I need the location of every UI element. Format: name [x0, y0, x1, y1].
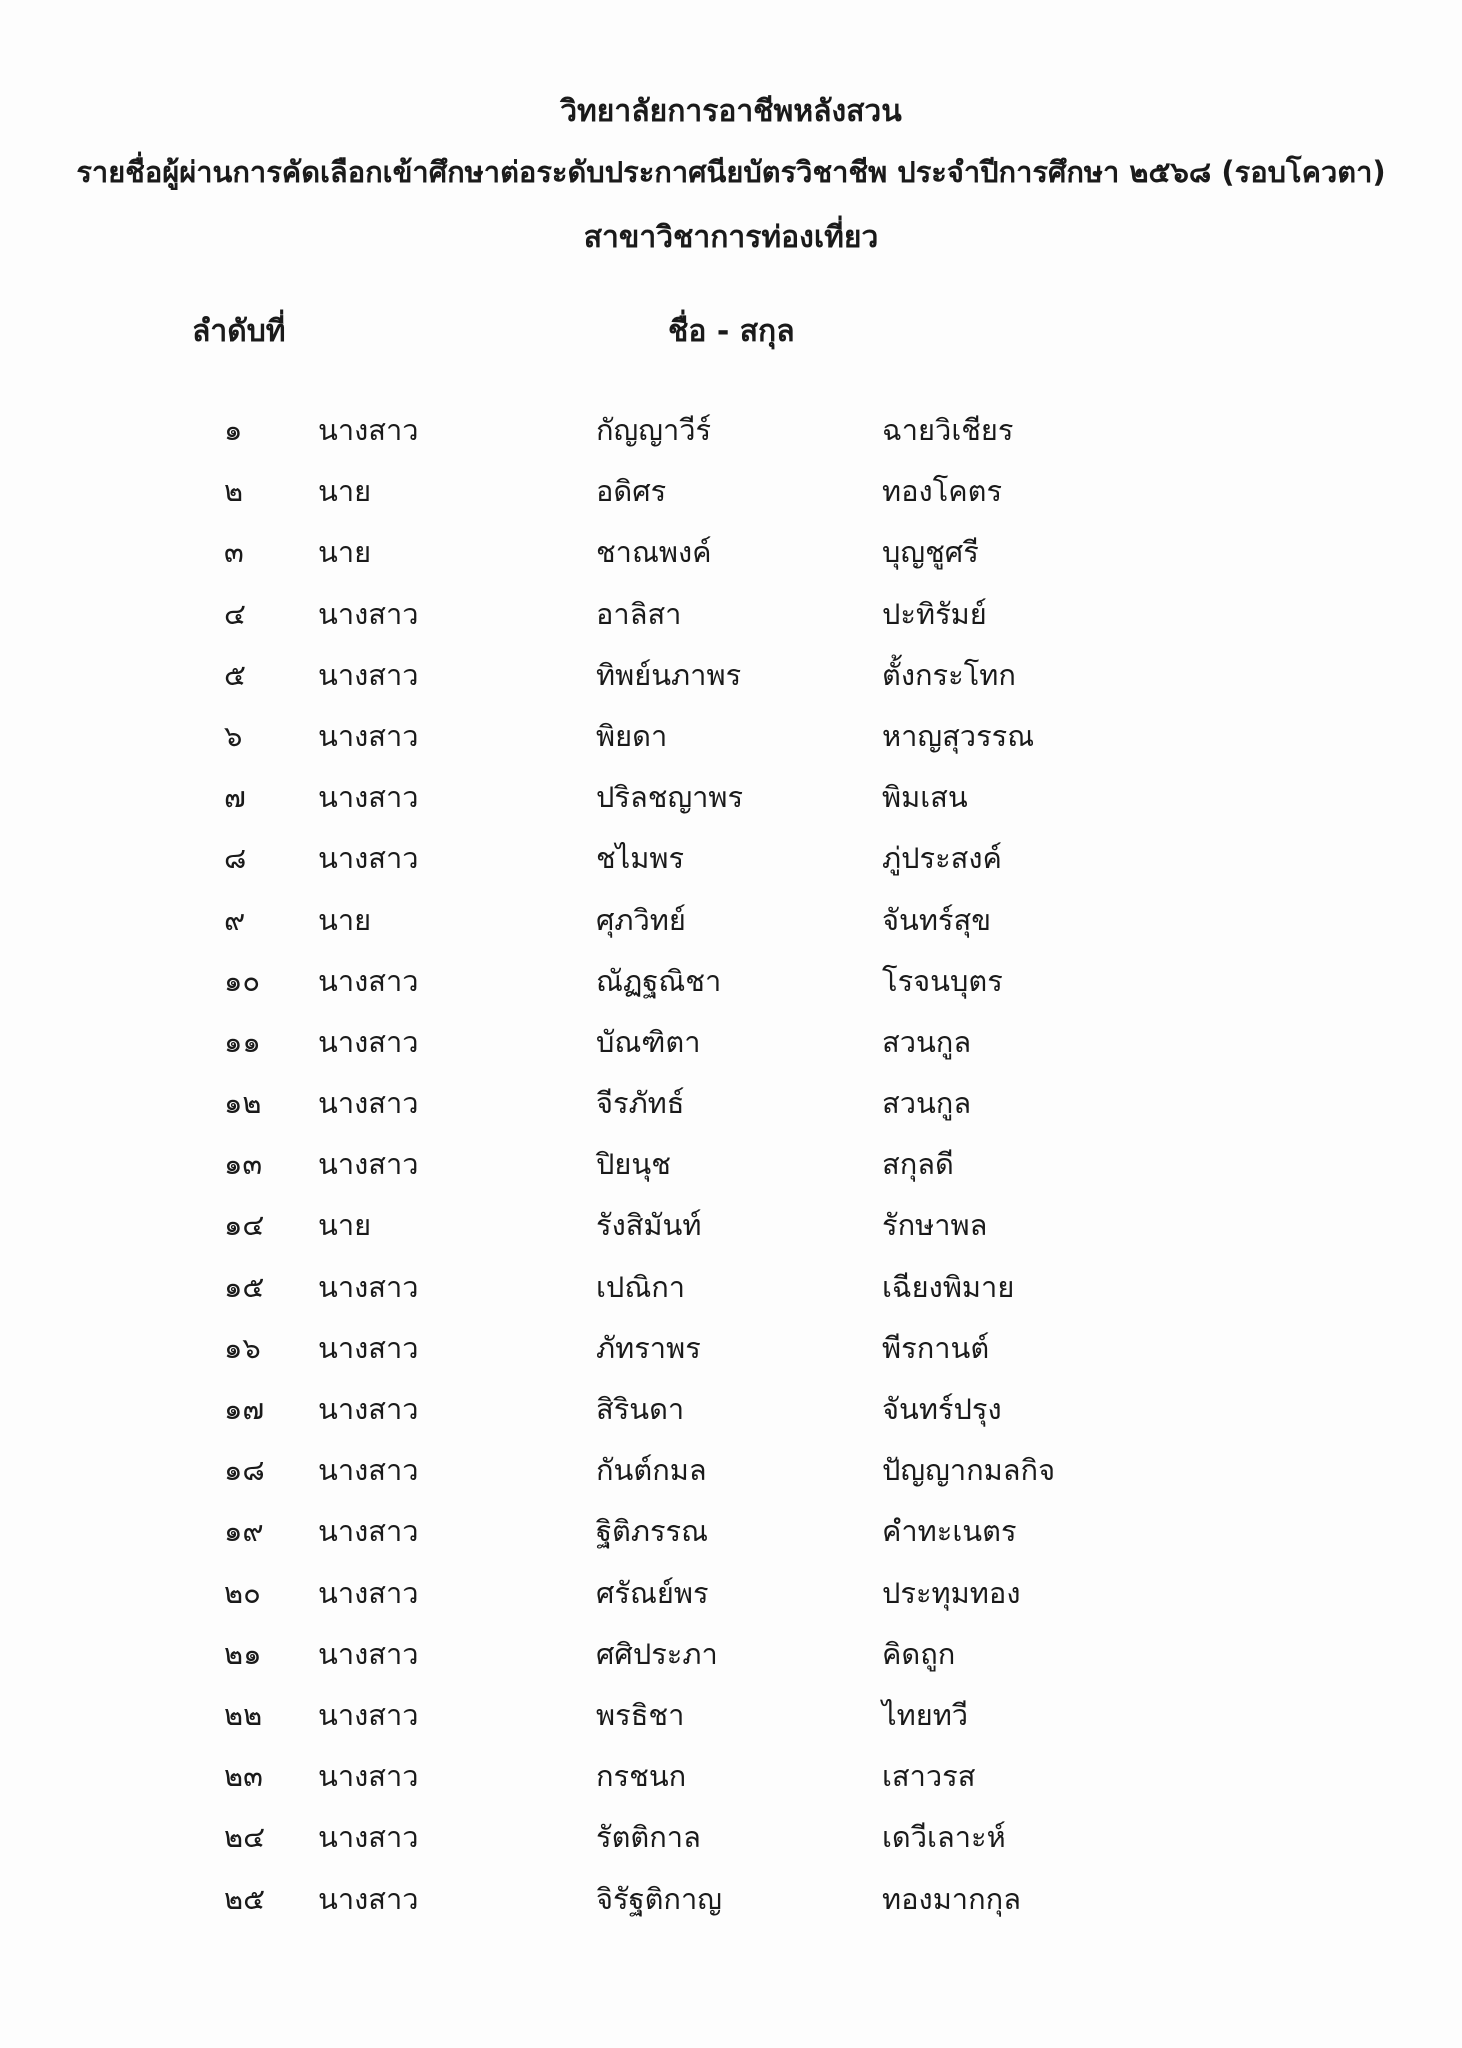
- row-number: ๗: [224, 780, 246, 815]
- row-first-name: อาลิสา: [596, 596, 682, 631]
- row-first-name: ปิยนุช: [596, 1147, 671, 1182]
- row-number: ๘: [224, 841, 247, 876]
- row-name-title: นางสาว: [318, 963, 419, 998]
- table-row: [0, 836, 1462, 897]
- row-last-name: เดวีเลาะห์: [882, 1820, 1006, 1855]
- row-number: ๒๑: [224, 1636, 262, 1671]
- row-number: ๑: [224, 413, 243, 447]
- table-row: [0, 1877, 1462, 1938]
- table-row: [0, 1815, 1462, 1876]
- row-last-name: ภู่ประสงค์: [882, 841, 1002, 876]
- row-first-name: รัตติกาล: [596, 1820, 701, 1855]
- table-row: [0, 959, 1462, 1020]
- row-last-name: คำทะเนตร: [882, 1514, 1017, 1549]
- row-first-name: ภัทราพร: [596, 1330, 701, 1365]
- row-name-title: นางสาว: [318, 1392, 419, 1426]
- row-name-title: นางสาว: [318, 657, 419, 692]
- row-first-name: ศรัณย์พร: [596, 1575, 709, 1610]
- institution-title: วิทยาลัยการอาชีพหลังสวน: [560, 94, 902, 129]
- row-number: ๑๒: [224, 1086, 262, 1121]
- row-last-name: ฉายวิเชียร: [882, 413, 1014, 447]
- row-name-title: นางสาว: [318, 1330, 419, 1365]
- row-number: ๑๔: [224, 1208, 265, 1243]
- row-number: ๖: [224, 718, 243, 753]
- row-name-title: นาย: [318, 902, 372, 937]
- row-first-name: ณัฏฐณิชา: [596, 963, 722, 998]
- row-last-name: หาญสุวรรณ: [882, 718, 1035, 753]
- row-first-name: ปริลชญาพร: [596, 780, 744, 815]
- row-last-name: สวนกูล: [882, 1024, 972, 1059]
- row-last-name: เสาวรส: [882, 1759, 976, 1794]
- row-number: ๑๓: [224, 1147, 263, 1182]
- row-name-title: นาย: [318, 474, 372, 509]
- table-row: [0, 775, 1462, 836]
- table-row: [0, 898, 1462, 959]
- row-name-title: นางสาว: [318, 1269, 419, 1304]
- table-row: [0, 1326, 1462, 1387]
- table-row: [0, 1081, 1462, 1142]
- row-number: ๔: [224, 596, 246, 631]
- row-last-name: ปะทิรัมย์: [882, 596, 987, 631]
- table-row: [0, 1754, 1462, 1815]
- row-first-name: ชไมพร: [596, 841, 685, 876]
- row-first-name: กัญญาวีร์: [596, 413, 712, 447]
- row-name-title: นางสาว: [318, 1636, 419, 1671]
- row-first-name: ศุภวิทย์: [596, 902, 686, 937]
- row-name-title: นางสาว: [318, 1024, 419, 1059]
- row-name-title: นางสาว: [318, 413, 419, 447]
- row-number: ๑๖: [224, 1330, 261, 1365]
- row-number: ๒๕: [224, 1881, 266, 1916]
- table-row: [0, 1448, 1462, 1509]
- row-first-name: จีรภัทธ์: [596, 1086, 685, 1121]
- table-row: [0, 1571, 1462, 1632]
- table-row: [0, 530, 1462, 591]
- row-last-name: เฉียงพิมาย: [882, 1269, 1015, 1304]
- row-name-title: นางสาว: [318, 780, 419, 815]
- table-row: [0, 1203, 1462, 1264]
- row-first-name: พรธิชา: [596, 1697, 685, 1732]
- row-number: ๑๕: [224, 1269, 265, 1304]
- column-header-number: ลำดับที่: [192, 314, 286, 349]
- row-name-title: นางสาว: [318, 1759, 419, 1794]
- row-number: ๒: [224, 474, 244, 509]
- row-last-name: จันทร์สุข: [882, 902, 992, 937]
- row-first-name: กรชนก: [596, 1759, 687, 1794]
- table-row: [0, 1142, 1462, 1203]
- row-last-name: ปัญญากมลกิจ: [882, 1453, 1056, 1488]
- row-last-name: สวนกูล: [882, 1086, 972, 1121]
- row-last-name: รักษาพล: [882, 1208, 988, 1243]
- row-last-name: คิดถูก: [882, 1636, 956, 1671]
- row-name-title: นางสาว: [318, 1514, 419, 1549]
- table-row: [0, 1509, 1462, 1570]
- row-number: ๑๗: [224, 1392, 265, 1426]
- row-number: ๑๙: [224, 1514, 264, 1549]
- row-first-name: เปณิกา: [596, 1269, 686, 1304]
- row-last-name: สกุลดี: [882, 1147, 954, 1182]
- name-list: [0, 408, 1462, 1938]
- row-first-name: กันต์กมล: [596, 1453, 707, 1488]
- row-name-title: นาย: [318, 535, 372, 570]
- department-title: สาขาวิชาการท่องเที่ยว: [583, 220, 879, 255]
- row-last-name: จันทร์ปรุง: [882, 1392, 1002, 1426]
- table-row: [0, 1265, 1462, 1326]
- row-number: ๒๓: [224, 1759, 263, 1794]
- row-first-name: อดิศร: [596, 474, 667, 509]
- row-name-title: นางสาว: [318, 1697, 419, 1732]
- row-number: ๑๐: [224, 963, 261, 998]
- row-first-name: จิรัฐติกาญ: [596, 1881, 722, 1916]
- row-last-name: ตั้งกระโทก: [882, 657, 1016, 692]
- table-row: [0, 1632, 1462, 1693]
- row-number: ๒๔: [224, 1820, 266, 1855]
- row-number: ๒๒: [224, 1697, 263, 1732]
- row-last-name: ทองมากกุล: [882, 1881, 1021, 1916]
- table-row: [0, 1693, 1462, 1754]
- row-last-name: พิมเสน: [882, 780, 968, 815]
- row-first-name: รังสิมันท์: [596, 1208, 702, 1243]
- row-name-title: นาย: [318, 1208, 372, 1243]
- row-last-name: โรจนบุตร: [882, 963, 1003, 998]
- row-last-name: พีรกานต์: [882, 1330, 990, 1365]
- table-row: [0, 469, 1462, 530]
- row-number: ๒๐: [224, 1575, 261, 1610]
- row-number: ๑๘: [224, 1453, 265, 1488]
- table-row: [0, 653, 1462, 714]
- row-number: ๓: [224, 535, 244, 570]
- table-row: [0, 1387, 1462, 1448]
- row-number: ๙: [224, 902, 246, 937]
- table-row: [0, 1020, 1462, 1081]
- row-name-title: นางสาว: [318, 1453, 419, 1488]
- column-header-name: ชื่อ - สกุล: [668, 314, 795, 349]
- row-name-title: นางสาว: [318, 1820, 419, 1855]
- row-name-title: นางสาว: [318, 718, 419, 753]
- row-name-title: นางสาว: [318, 1575, 419, 1610]
- row-last-name: ประทุมทอง: [882, 1575, 1021, 1610]
- row-name-title: นางสาว: [318, 1147, 419, 1182]
- row-name-title: นางสาว: [318, 1086, 419, 1121]
- row-first-name: ทิพย์นภาพร: [596, 657, 742, 692]
- row-last-name: ทองโคตร: [882, 474, 1003, 509]
- row-number: ๕: [224, 657, 246, 692]
- row-first-name: สิรินดา: [596, 1392, 685, 1426]
- table-row: [0, 592, 1462, 653]
- document-subtitle: รายชื่อผู้ผ่านการคัดเลือกเข้าศึกษาต่อระดับประกาศนียบัตรวิชาชีพ ประจำปีการศึกษา ๒๕๖๘ (รอบโควตา): [76, 155, 1386, 189]
- row-name-title: นางสาว: [318, 596, 419, 631]
- row-first-name: ชาณพงค์: [596, 535, 712, 570]
- row-last-name: ไทยทวี: [882, 1697, 969, 1732]
- table-row: [0, 408, 1462, 469]
- row-name-title: นางสาว: [318, 841, 419, 876]
- row-name-title: นางสาว: [318, 1881, 419, 1916]
- table-row: [0, 714, 1462, 775]
- row-number: ๑๑: [224, 1024, 261, 1059]
- row-first-name: ศศิประภา: [596, 1636, 718, 1671]
- row-last-name: บุญชูศรี: [882, 535, 979, 570]
- row-first-name: ฐิติภรรณ: [596, 1514, 709, 1549]
- row-first-name: บัณฑิตา: [596, 1024, 701, 1059]
- row-first-name: พิยดา: [596, 718, 668, 753]
